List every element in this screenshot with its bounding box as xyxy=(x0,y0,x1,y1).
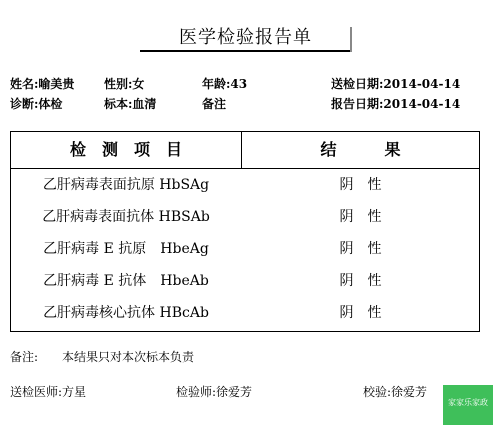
patient-age: 年龄:43 xyxy=(202,77,248,91)
title-shadow-line xyxy=(350,27,352,52)
table-row xyxy=(11,233,479,265)
specimen: 标本:血清 xyxy=(104,97,157,111)
test-item: 乙肝病毒核心抗体 HBcAb xyxy=(43,305,209,321)
test-item: 乙肝病毒表面抗原 HbSAg xyxy=(42,177,210,193)
report-date: 报告日期:2014-04-14 xyxy=(331,97,461,111)
diagnosis: 诊断:体检 xyxy=(10,97,63,111)
table-row xyxy=(11,169,479,201)
test-result: 阴 性 xyxy=(339,305,382,321)
test-item: 乙肝病毒 E 抗原 HbeAg xyxy=(43,241,209,257)
test-result: 阴 性 xyxy=(339,209,382,225)
table-row xyxy=(11,265,479,297)
checker: 校验:徐爱芳 xyxy=(363,385,428,399)
title-underline xyxy=(140,50,351,52)
watermark-badge-button[interactable]: 家家乐家政 xyxy=(443,385,493,425)
header-result: 结 果 xyxy=(320,140,401,159)
test-item: 乙肝病毒 E 抗体 HbeAb xyxy=(43,273,209,289)
remark-label: 备注 xyxy=(202,97,227,111)
header-test-item: 检 测 项 目 xyxy=(69,140,182,159)
test-result: 阴 性 xyxy=(339,241,382,257)
patient-gender: 性别:女 xyxy=(104,77,145,91)
note-label: 备注: xyxy=(10,350,39,364)
report-title: 医学检验报告单 xyxy=(179,27,312,48)
table-header-row xyxy=(11,132,479,169)
results-table xyxy=(10,131,480,332)
note-text: 本结果只对本次标本负责 xyxy=(62,350,195,364)
submit-date: 送检日期:2014-04-14 xyxy=(331,77,461,91)
test-result: 阴 性 xyxy=(339,177,382,193)
table-row xyxy=(11,297,479,329)
table-row xyxy=(11,201,479,233)
patient-name: 姓名:喻美贵 xyxy=(10,77,75,91)
test-item: 乙肝病毒表面抗体 HBSAb xyxy=(42,209,210,225)
test-result: 阴 性 xyxy=(339,273,382,289)
submitting-doctor: 送检医师:方星 xyxy=(10,385,87,399)
inspector: 检验师:徐爱芳 xyxy=(176,385,253,399)
